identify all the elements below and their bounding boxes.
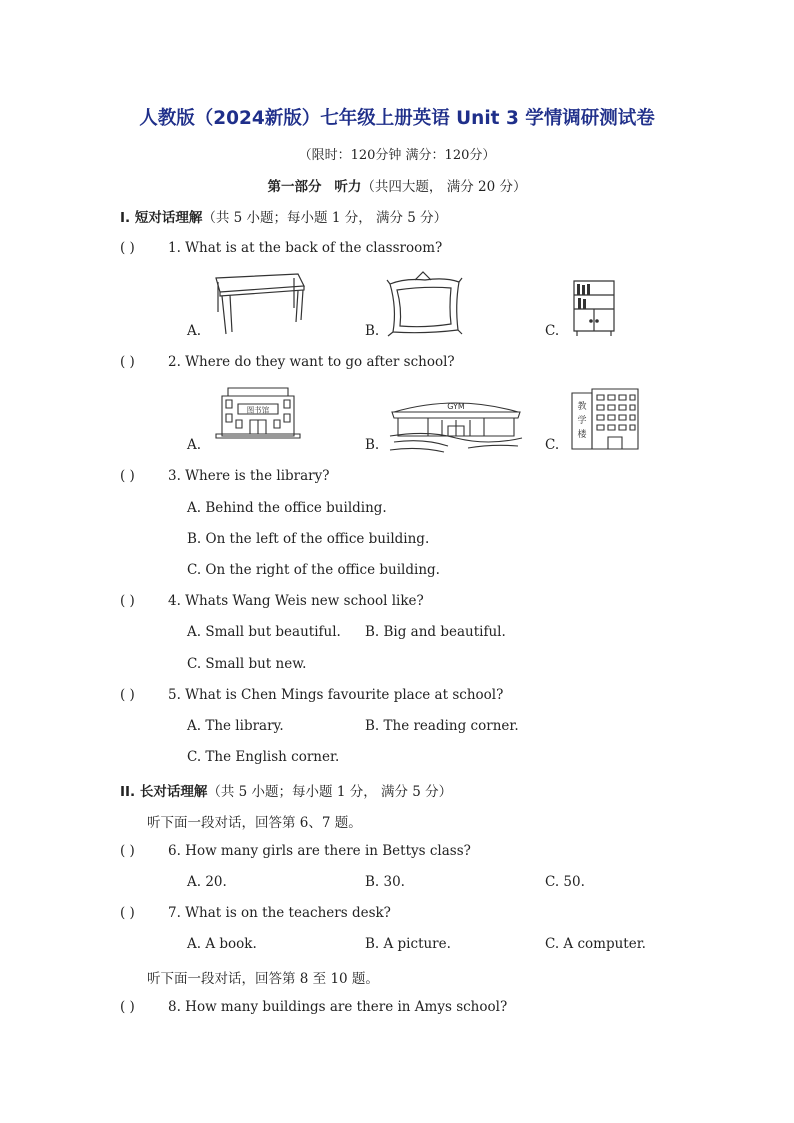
time-limit: （限时：120分钟 满分：120分） <box>298 148 496 163</box>
question-text: 1. What is at the back of the classroom? <box>168 240 443 256</box>
answer-blank[interactable]: ( ) <box>120 905 135 921</box>
question-text: 8. How many buildings are there in Amys school? <box>168 999 508 1015</box>
option-a: A. A book. <box>187 936 257 952</box>
option-a: A. The library. <box>187 718 284 734</box>
option-c: C. <box>545 323 560 339</box>
answer-blank[interactable]: ( ) <box>120 999 135 1015</box>
option-c: C. Small but new. <box>187 656 307 672</box>
answer-blank[interactable]: ( ) <box>120 687 135 703</box>
gym-picture <box>388 396 524 454</box>
option-a: A. 20. <box>187 874 227 890</box>
option-b: B. Big and beautiful. <box>365 624 506 640</box>
question-text: 4. Whats Wang Weis new school like? <box>168 593 424 609</box>
instruction-8-10: 听下面一段对话，回答第 8 至 10 题。 <box>147 971 379 987</box>
option-b: B. A picture. <box>365 936 451 952</box>
library-picture <box>214 384 302 440</box>
table-picture <box>210 272 306 336</box>
answer-blank[interactable]: ( ) <box>120 354 135 370</box>
option-b: B. <box>365 437 380 453</box>
sign-char: 教 <box>577 402 587 412</box>
cushion-picture <box>385 270 463 338</box>
instruction-6-7: 听下面一段对话，回答第 6、7 题。 <box>147 815 362 831</box>
part-one-name: 听力 <box>334 179 362 195</box>
teaching-building-picture <box>570 387 642 451</box>
answer-blank[interactable]: ( ) <box>120 843 135 859</box>
question-text: 6. How many girls are there in Bettys class? <box>168 843 471 859</box>
answer-blank[interactable]: ( ) <box>120 593 135 609</box>
option-b: B. On the left of the office building. <box>187 531 430 547</box>
question-6 <box>120 843 471 859</box>
part-one-note: （共四大题， 满分 20 分） <box>361 179 527 195</box>
answer-blank[interactable]: ( ) <box>120 468 135 484</box>
question-text: 5. What is Chen Mings favourite place at school? <box>168 687 504 703</box>
question-8 <box>120 999 507 1015</box>
question-3 <box>120 468 330 484</box>
option-a: A. Small but beautiful. <box>187 624 341 640</box>
option-b: B. The reading corner. <box>365 718 519 734</box>
bookshelf-picture <box>572 279 616 337</box>
question-1 <box>120 240 442 256</box>
gym-sign: GYM <box>447 402 465 411</box>
question-5 <box>120 687 503 703</box>
section-one-heading <box>120 206 447 226</box>
library-sign: 图书馆 <box>246 405 270 415</box>
section-two-note: （共 5 小题；每小题 1 分， 满分 5 分） <box>207 784 453 800</box>
question-7 <box>120 905 391 921</box>
question-2 <box>120 354 455 370</box>
sign-char: 楼 <box>577 430 587 440</box>
option-a: A. <box>187 323 202 339</box>
question-text: 7. What is on the teachers desk? <box>168 905 391 921</box>
teaching-building-sign <box>577 400 587 440</box>
question-text: 2. Where do they want to go after school? <box>168 354 455 370</box>
option-c: C. On the right of the office building. <box>187 562 440 578</box>
option-c: C. 50. <box>545 874 585 890</box>
question-text: 3. Where is the library? <box>168 468 330 484</box>
part-one-label: 第一部分 <box>267 179 322 195</box>
section-two-heading <box>120 780 452 800</box>
option-c: C. A computer. <box>545 936 646 952</box>
option-b: B. <box>365 323 380 339</box>
option-a: A. <box>187 437 202 453</box>
section-one-title: I. 短对话理解 <box>120 210 203 226</box>
option-b: B. 30. <box>365 874 405 890</box>
answer-blank[interactable]: ( ) <box>120 240 135 256</box>
sign-char: 学 <box>577 416 587 426</box>
option-a: A. Behind the office building. <box>187 500 387 516</box>
section-one-note: （共 5 小题；每小题 1 分， 满分 5 分） <box>202 210 448 226</box>
part-one-heading <box>0 175 794 195</box>
option-c: C. The English corner. <box>187 749 340 765</box>
option-c: C. <box>545 437 560 453</box>
question-4 <box>120 593 424 609</box>
page-title: 人教版（2024新版）七年级上册英语 Unit 3 学情调研测试卷 <box>139 108 655 129</box>
section-two-title: II. 长对话理解 <box>120 784 208 800</box>
